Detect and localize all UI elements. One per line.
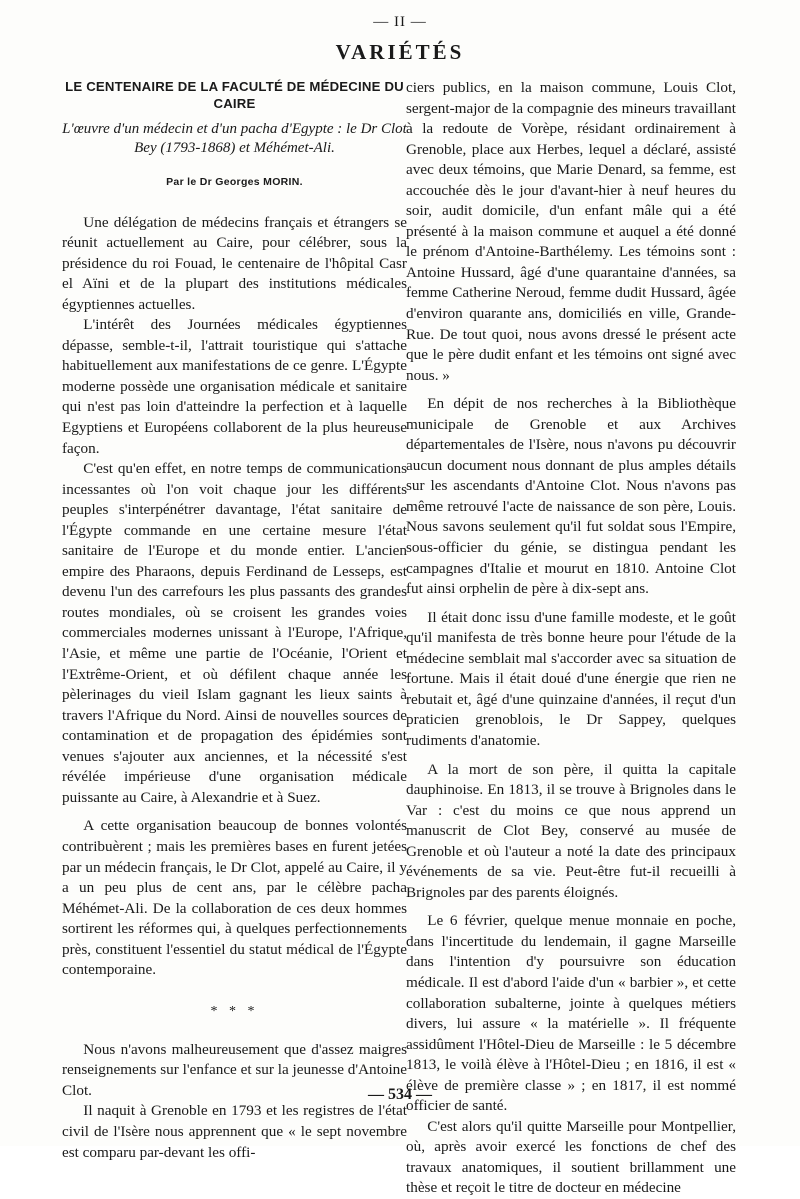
paragraph: L'intérêt des Journées médicales égyptiennes dépasse, semble-t-il, l'attrait touristique qui s'attache habituellement aux manifestations de ce genre. L'Égypte moderne possède une organisation médicale et sanitaire qui n'est pas loin d'atteindre la perfection et à laquelle Egyptiens et Européens collaborent de la plus heureuse façon. [62, 316, 407, 457]
paragraph: Il était donc issu d'une famille modeste, et le goût qu'il manifesta de très bonne heure pour l'étude de la médecine semblait mal s'accorder avec sa situation de fortune. Mais il était doué d'une énergie que rien ne rebutait et, âgé d'une quinzaine d'années, il reçut d'un praticien grenoblois, le Dr Sappey, quelques rudiments d'anatomie. [406, 608, 736, 749]
paragraph: A cette organisation beaucoup de bonnes volontés contribuèrent ; mais les premières bases en furent jetées par un médecin français, le Dr Clot, appelé au Caire, il y a un peu plus de cent ans, par le célèbre pacha Méhémet-Ali. De la collaboration de ces deux hommes sortirent les réformes qui, à quelques perfectionnements près, constituent l'essentiel du statut médical de l'Égypte contemporaine. [62, 817, 407, 979]
byline: Par le Dr Georges MORIN. [166, 176, 303, 188]
paragraph: C'est alors qu'il quitte Marseille pour Montpellier, où, après avoir exercé les fonctions de chef des travaux anatomiques, il soutient brillamment une thèse et reçoit le titre de docteur en médecine [406, 1117, 736, 1197]
paragraph: Nous n'avons malheureusement que d'assez maigres renseignements sur l'enfance et sur la jeunesse d'Antoine Clot. [62, 1040, 407, 1099]
article-title: LE CENTENAIRE DE LA FACULTÉ DE MÉDECINE DU CAIRE [65, 79, 404, 111]
paragraph: Le 6 février, quelque menue monnaie en poche, dans l'incertitude du lendemain, il gagne Marseille dans l'intention d'y poursuivre son éducation médicale. Il est d'abord l'aide d'un « barbier », et cette collaboration subalterne, jointe à quelques métiers divers, lui assure « la matérielle ». Il fréquente assidûment l'Hôtel-Dieu de Marseille : le 5 décembre 1813, le voilà élève à l'Hôtel-Dieu ; en 1816, il est « élève de première classe » ; en 1817, il est nommé officier de santé. [406, 912, 736, 1115]
paragraph: A la mort de son père, il quitta la capitale dauphinoise. En 1813, il se trouve à Brignoles dans le Var : c'est du moins ce que nous apprend un manuscrit de Clot Bey, conservé au musée de Grenoble et où l'auteur a noté la date des principaux événements de sa vie. Peut-être fut-il recueilli à Brignoles par des parents éloignés. [406, 760, 736, 901]
paragraph: Une délégation de médecins français et étrangers se réunit actuellement au Caire, pour célébrer, sous la présidence du roi Fouad, le centenaire de l'hôpital Casr el Aïni et de la plupart des institutions médicales égyptiennes actuelles. [62, 213, 407, 313]
page-number: — 534 — [368, 1086, 432, 1103]
section-separator: * * * [210, 1003, 259, 1019]
paragraph: ciers publics, en la maison commune, Louis Clot, sergent-major de la compagnie des mineurs travaillant à la redoute de Vorèpe, résidant ordinairement à Grenoble, place aux Herbes, lequel a déclaré, assisté avec deux témoins, que Marie Denard, sa femme, est accouchée dès le jour d'avant-hier à neuf heures du soir, audit domicile, d'un enfant mâle qui a été présenté à la maison commune et auquel a été donné le prénom d'Antoine-Barthélemy. Les témoins sont : Antoine Hussard, âgé d'une quarantaine d'années, sa femme Catherine Neroud, femme dudit Hussard, âgée d'environ quarante ans, domiciliés en ville, Grande-Rue. De tout quoi, nous avons dressé le présent acte que le père dudit enfant et les témoins ont signé avec nous. » [406, 79, 736, 384]
paragraph: Il naquit à Grenoble en 1793 et les registres de l'état civil de l'Isère nous apprennent que « le sept novembre est comparu par-devant les offi- [62, 1102, 407, 1161]
paragraph: C'est qu'en effet, en notre temps de communications incessantes où l'on voit chaque jour les différents peuples s'interpénétrer davantage, l'état sanitaire de l'Égypte commande en une certaine mesure l'état sanitaire de l'Europe et du monde entier. L'ancien empire des Pharaons, depuis Ferdinand de Lesseps, est devenu l'un des carrefours les plus passants des grandes routes mondiales, où se croisent les grandes voies commerciales modernes unissant à l'Europe, l'Afrique, l'Asie, et même une partie de l'Océanie, l'Orient et l'Extrême-Orient, et où défilent chaque année les pèlerinages du vieil Islam gagnant les lieux saints à travers l'Afrique du Nord. Ainsi de nouvelles sources de contamination et de propagation des épidémies sont venues s'ajouter aux anciennes, et la nécessité s'est révélée impérieuse d'une organisation médicale puissante au Caire, à Alexandrie et à Suez. [62, 460, 407, 806]
roman-folio: — II — [373, 14, 427, 30]
section-title: VARIÉTÉS [335, 40, 465, 64]
paragraph: En dépit de nos recherches à la Bibliothèque municipale de Grenoble et aux Archives départementales de l'Isère, nous n'avons pu découvrir aucun document nous donnant de plus amples détails sur les ascendants d'Antoine Clot. Nous n'avons pas même retrouvé l'acte de naissance de son père, Louis. Nous savons seulement qu'il fut soldat sous l'Empire, sous-officier du génie, se distingua pendant les campagnes d'Italie et mourut en 1810. Antoine Clot fut ainsi orphelin de père à dix-sept ans. [406, 395, 736, 598]
right-column [406, 78, 736, 1199]
article-subtitle: L'œuvre d'un médecin et d'un pacha d'Egypte : le Dr Clot Bey (1793-1868) et Méhémet-Ali. [62, 121, 407, 156]
left-column [62, 78, 407, 1163]
